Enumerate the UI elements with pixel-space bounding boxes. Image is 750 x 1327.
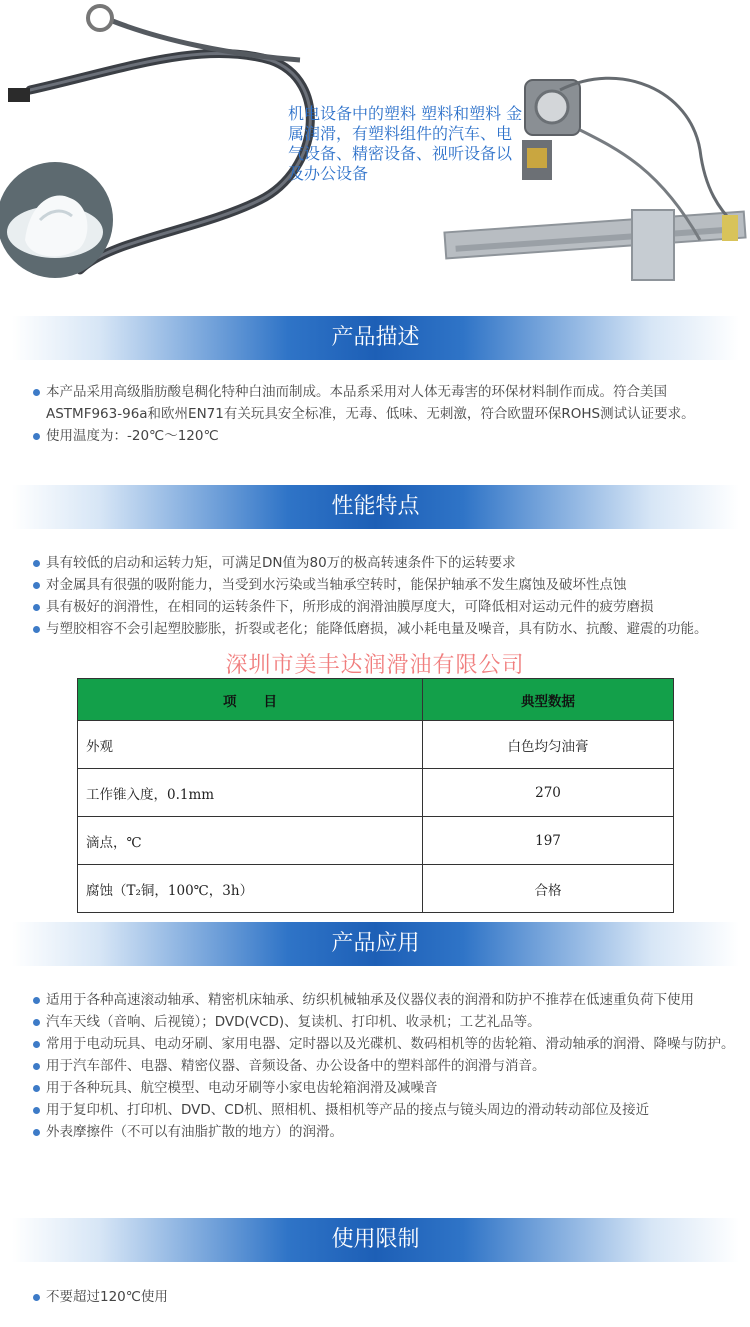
bullet-icon [33, 433, 40, 440]
list-item: 具有极好的润滑性，在相同的运转条件下，所形成的润滑油膜厚度大，可降低相对运动元件的疲劳磨损 [33, 596, 743, 618]
table-cell: 合格 [423, 865, 674, 913]
table-cell: 197 [423, 817, 674, 865]
hero-caption: 机电设备中的塑料 塑料和塑料 金属润滑，有塑料组件的汽车、电气设备、精密设备、视听设备以及办公设备 [288, 104, 523, 183]
description-list [33, 381, 743, 447]
list-item: 与塑胶相容不会引起塑胶膨胀，折裂或老化；能降低磨损，减小耗电量及噪音，具有防水、抗酸、避震的功能。 [33, 618, 743, 640]
bullet-icon [33, 560, 40, 567]
table-cell: 外观 [78, 721, 423, 769]
table-header-cell: 项 目 [78, 679, 423, 721]
bullet-icon [33, 626, 40, 633]
bullet-icon [33, 604, 40, 611]
list-item: 不要超过120℃使用 [33, 1286, 743, 1308]
bullet-icon [33, 1129, 40, 1136]
bullet-icon [33, 1085, 40, 1092]
section-header-applications: 产品应用 [12, 922, 739, 966]
section-header-description: 产品描述 [12, 316, 739, 360]
applications-list [33, 989, 743, 1143]
company-watermark: 深圳市美丰达润滑油有限公司 [225, 653, 525, 678]
list-item: 具有较低的启动和运转力矩，可满足DN值为80万的极高转速条件下的运转要求 [33, 552, 743, 574]
section-header-limits: 使用限制 [12, 1218, 739, 1262]
list-item: 用于复印机、打印机、DVD、CD机、照相机、摄相机等产品的接点与镜头周边的滑动转动部位及接近 [33, 1099, 743, 1121]
bullet-icon [33, 389, 40, 396]
hero-banner [0, 0, 750, 300]
bullet-icon [33, 1063, 40, 1070]
table-cell: 工作锥入度，0.1mm [78, 769, 423, 817]
section-header-features: 性能特点 [12, 485, 739, 529]
table-row [78, 817, 674, 865]
bullet-icon [33, 1107, 40, 1114]
table-cell: 腐蚀（T₂铜，100℃，3h） [78, 865, 423, 913]
list-item: 汽车天线（音响、后视镜）；DVD(VCD)、复读机、打印机、收录机；工艺礼品等。 [33, 1011, 743, 1033]
table-row [78, 769, 674, 817]
table-cell: 白色均匀油膏 [423, 721, 674, 769]
limits-list [33, 1286, 743, 1308]
bullet-icon [33, 1294, 40, 1301]
bullet-icon [33, 997, 40, 1004]
list-item: 用于各种玩具、航空模型、电动牙刷等小家电齿轮箱润滑及减噪音 [33, 1077, 743, 1099]
table-cell: 滴点，℃ [78, 817, 423, 865]
list-item: 对金属具有很强的吸附能力，当受到水污染或当轴承空转时，能保护轴承不发生腐蚀及破坏性点蚀 [33, 574, 743, 596]
list-item: 本产品采用高级脂肪酸皂稠化特种白油而制成。本品系采用对人体无毒害的环保材料制作而成。符合美国ASTMF963-96a和欧州EN71有关玩具安全标准，无毒、低味、无刺激，符合欧盟环保ROHS测试认证要求。 [33, 381, 743, 425]
table-header-row [78, 679, 674, 721]
table-row [78, 721, 674, 769]
table-header-cell: 典型数据 [423, 679, 674, 721]
features-list [33, 552, 743, 640]
table-row [78, 865, 674, 913]
bullet-icon [33, 1041, 40, 1048]
spec-table [77, 678, 674, 913]
list-item: 用于汽车部件、电器、精密仪器、音频设备、办公设备中的塑料部件的润滑与消音。 [33, 1055, 743, 1077]
table-cell: 270 [423, 769, 674, 817]
list-item: 使用温度为：-20℃～120℃ [33, 425, 743, 447]
list-item: 适用于各种高速滚动轴承、精密机床轴承、纺织机械轴承及仪器仪表的润滑和防护不推荐在低速重负荷下使用 [33, 989, 743, 1011]
bullet-icon [33, 1019, 40, 1026]
list-item: 外表摩擦件（不可以有油脂扩散的地方）的润滑。 [33, 1121, 743, 1143]
list-item: 常用于电动玩具、电动牙刷、家用电器、定时器以及光碟机、数码相机等的齿轮箱、滑动轴承的润滑、降噪与防护。 [33, 1033, 743, 1055]
bullet-icon [33, 582, 40, 589]
